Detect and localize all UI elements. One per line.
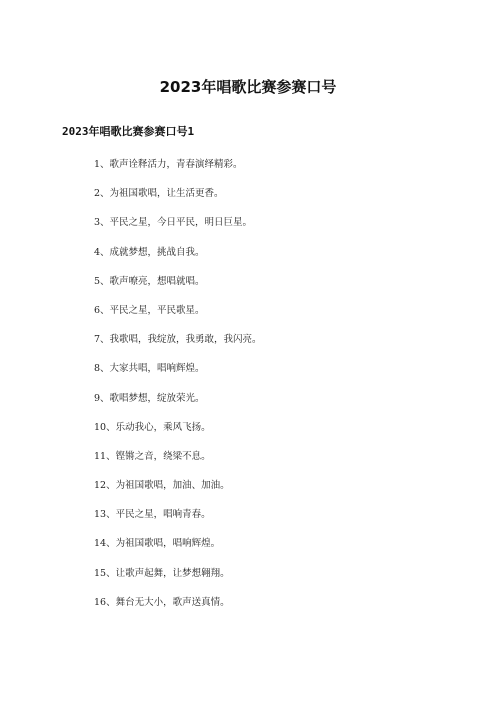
slogan-item: 12、为祖国歌唱，加油、加油。 (94, 480, 230, 492)
slogan-item: 8、大家共唱，唱响辉煌。 (94, 363, 205, 375)
slogan-item: 3、平民之星，今日平民，明日巨星。 (94, 217, 253, 229)
slogan-item: 1、歌声诠释活力，青春演绎精彩。 (94, 159, 243, 170)
slogan-item: 10、乐动我心，乘风飞扬。 (94, 421, 211, 433)
slogan-item: 4、成就梦想，挑战自我。 (94, 246, 205, 258)
slogan-item: 16、舞台无大小，歌声送真情。 (94, 596, 230, 608)
slogan-item: 7、我歌唱，我绽放，我勇敢，我闪亮。 (94, 334, 262, 346)
slogan-item: 5、歌声嘹亮，想唱就唱。 (94, 275, 205, 287)
slogan-item: 9、歌唱梦想，绽放荣光。 (94, 392, 205, 404)
slogan-item: 6、平民之星，平民歌星。 (94, 304, 205, 316)
slogan-item: 11、铿锵之音，绕梁不息。 (94, 450, 211, 462)
slogan-item: 2、为祖国歌唱，让生活更香。 (94, 188, 224, 200)
section-heading: 2023年唱歌比赛参赛口号1 (62, 125, 195, 138)
slogan-item: 13、平民之星，唱响青春。 (94, 509, 211, 521)
slogan-item: 14、为祖国歌唱，唱响辉煌。 (94, 538, 221, 550)
slogan-list (94, 159, 262, 626)
slogan-item: 15、让歌声起舞，让梦想翱翔。 (94, 567, 230, 579)
document-title: 2023年唱歌比赛参赛口号 (159, 78, 337, 96)
